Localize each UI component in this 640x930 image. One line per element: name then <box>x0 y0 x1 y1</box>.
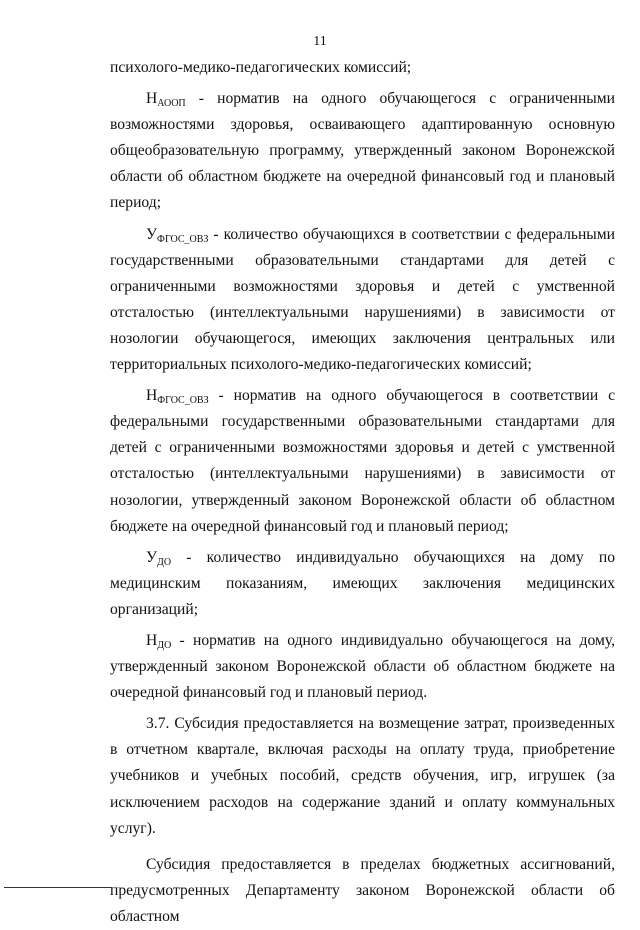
definition-n-do <box>110 628 615 706</box>
definition-text: - количество обучающихся в соответствии с федеральными государственными образовательными стандартами для детей с ограниченными возможностями здоровья и детей с умственной отсталостью (интеллектуальными нарушениями) в зависимости от нозологии обучающегося, имеющих заключения центральных или территориальных психолого-медико-педагогических комиссий; <box>110 225 615 374</box>
variable-symbol: Н <box>146 387 158 405</box>
definition-u-do <box>110 545 615 623</box>
definition-u-fgos-ovz <box>110 222 615 379</box>
definition-n-aoop <box>110 86 615 216</box>
variable-subscript: ДО <box>157 556 172 568</box>
variable-symbol: У <box>146 225 158 243</box>
variable-subscript: ФГОС_ОВЗ <box>157 395 209 407</box>
variable-subscript: ФГОС_ОВЗ <box>157 233 209 245</box>
paragraph-commissions-continued <box>110 55 615 81</box>
paragraph-text: Субсидия предоставляется в пределах бюджетных ассигнований, предусмотренных Департаменту законом Воронежской области об областном <box>110 855 615 925</box>
footer-rule <box>4 887 112 888</box>
variable-symbol: Н <box>146 631 158 649</box>
variable-symbol: У <box>146 548 158 566</box>
clause-3-7 <box>110 711 615 841</box>
paragraph-text: 3.7. Субсидия предоставляется на возмещение затрат, произведенных в отчетном квартале, включая расходы на оплату труда, приобретение учебников и учебных пособий, средств обучения, игр, игрушек (за исключением расходов на содержание зданий и оплату коммунальных услуг). <box>110 715 615 837</box>
definition-text: - количество индивидуально обучающихся на дому по медицинским показаниям, имеющих заключения медицинских организаций; <box>110 548 615 618</box>
definition-text: - норматив на одного индивидуально обучающегося на дому, утвержденный законом Воронежской области об областном бюджете на очередной финансовый год и плановый период. <box>110 631 615 702</box>
document-body <box>110 55 615 930</box>
definition-text: - норматив на одного обучающегося с ограниченными возможностями здоровья, осваивающего адаптированную основную общеобразовательную программу, утвержденный законом Воронежской области об областном бюджете на очередной финансовый год и плановый период; <box>110 90 615 212</box>
paragraph-subsidy-limits <box>110 852 615 930</box>
definition-n-fgos-ovz <box>110 383 615 540</box>
paragraph-text: психолого-медико-педагогических комиссий; <box>110 59 412 76</box>
page-number: 11 <box>313 34 327 49</box>
variable-subscript: АООП <box>157 98 186 110</box>
definition-text: - норматив на одного обучающегося в соответствии с федеральными государственными образовательными стандартами для детей с ограниченными возможностями здоровья и детей с умственной отсталостью (интеллектуальными нарушениями) в зависимости от нозологии, утвержденный законом Воронежской области об областном бюджете на очередной финансовый год и плановый период; <box>110 387 615 535</box>
variable-symbol: Н <box>146 90 158 108</box>
variable-subscript: ДО <box>157 639 172 651</box>
